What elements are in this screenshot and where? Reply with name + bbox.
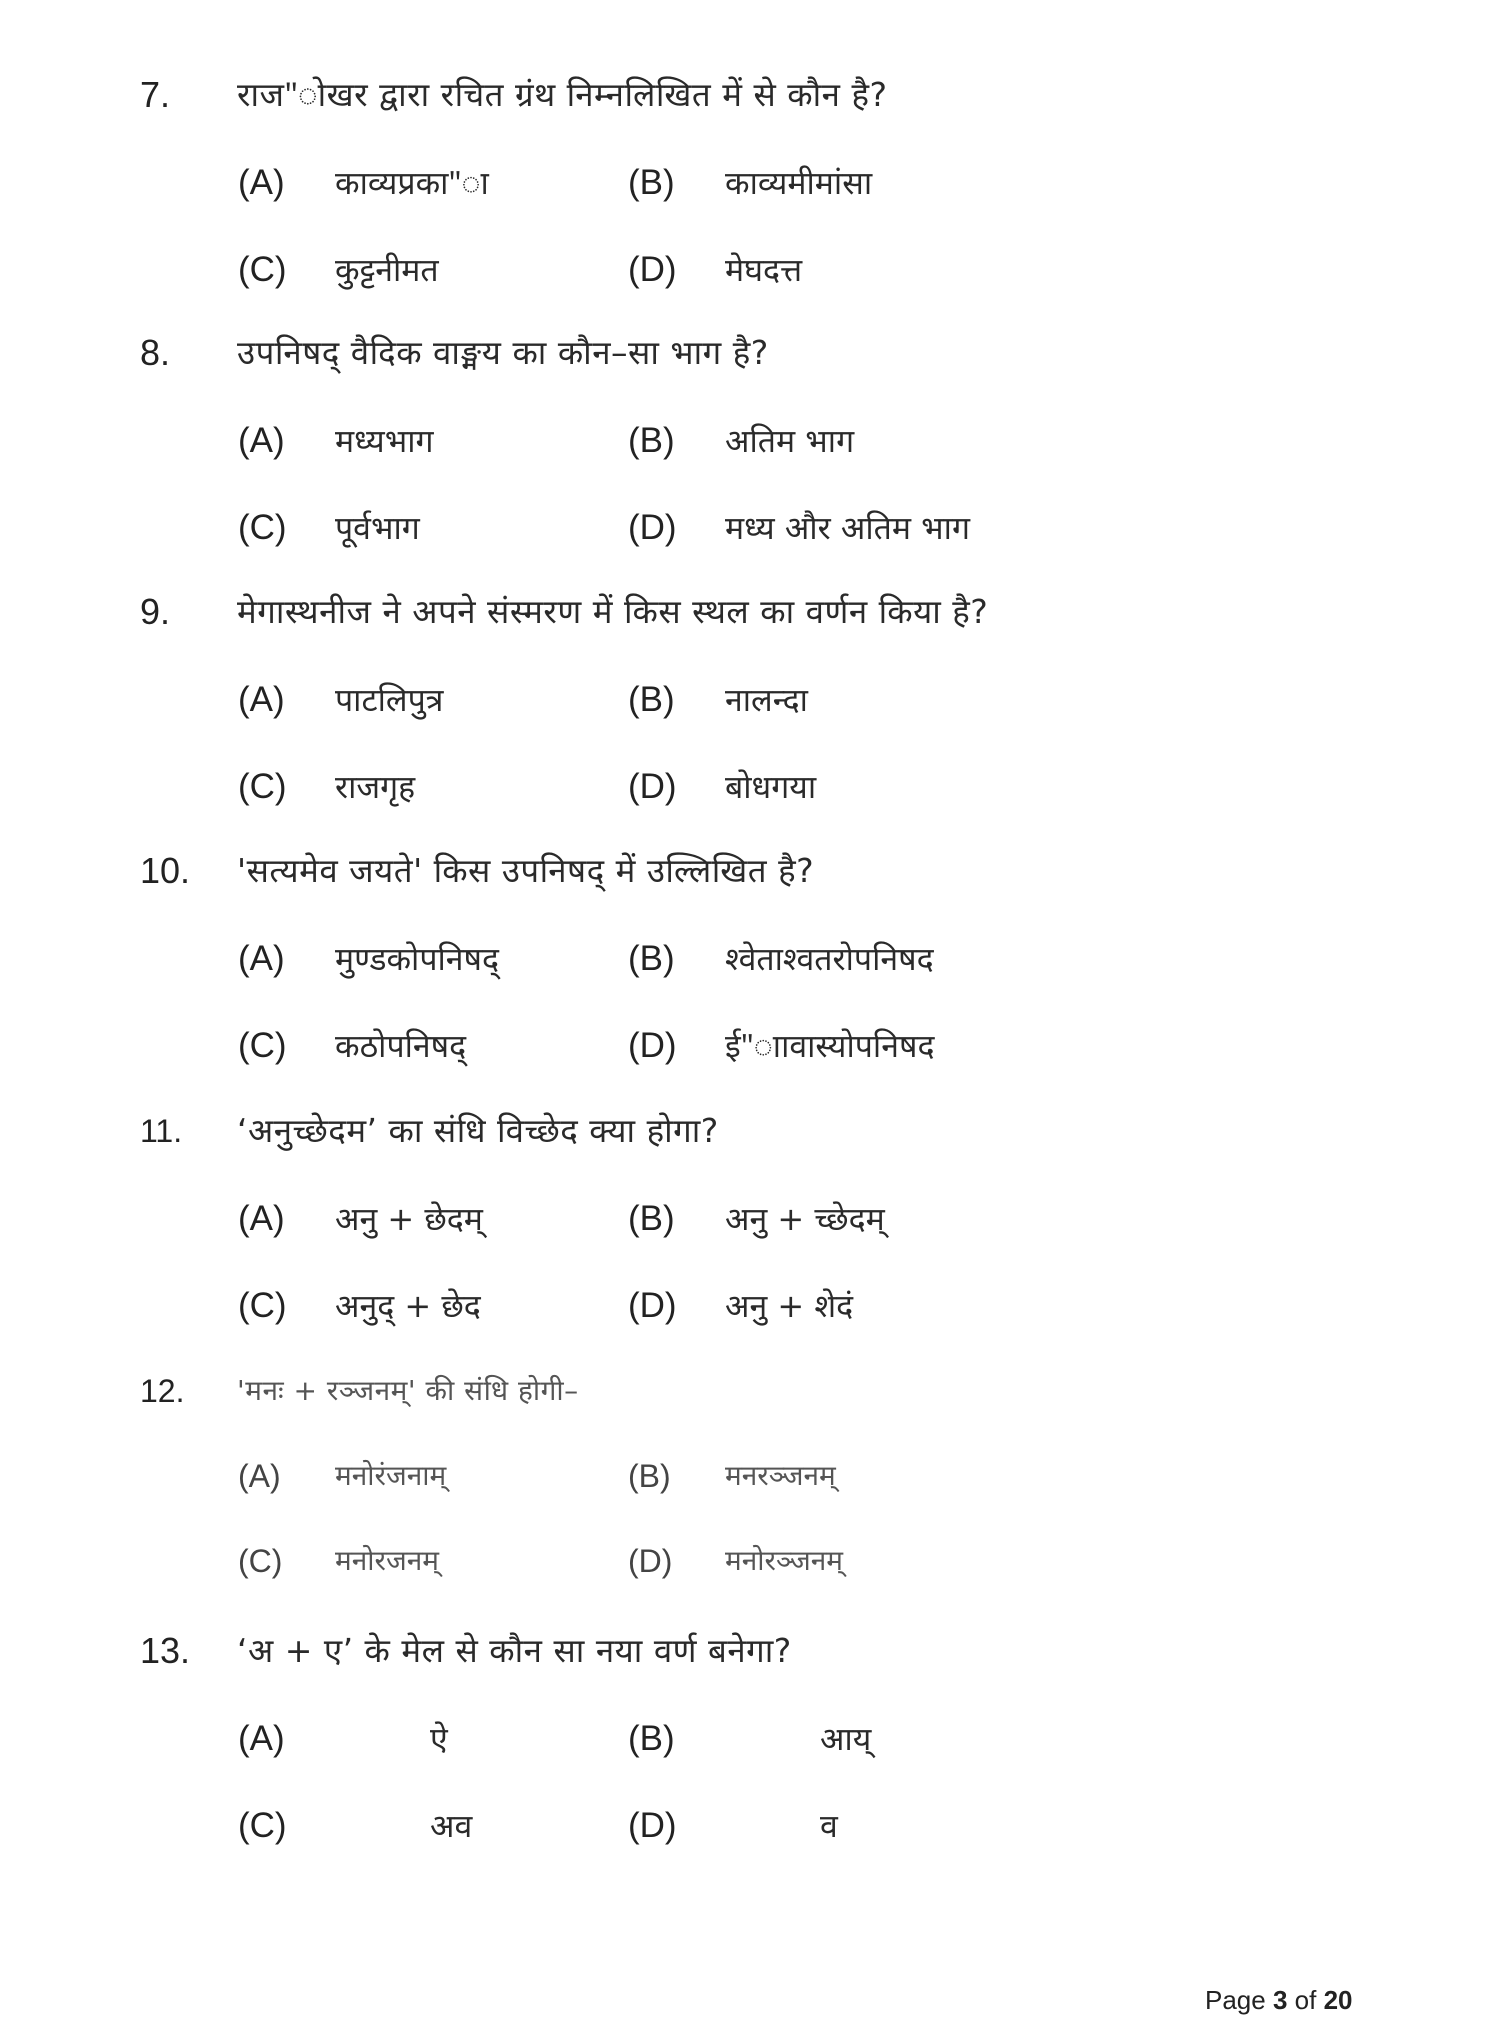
option-text: ऐ bbox=[430, 1720, 448, 1758]
option-text: अतिम भाग bbox=[725, 422, 855, 460]
question-row bbox=[0, 1106, 1505, 1156]
options-row-cd bbox=[0, 762, 1505, 812]
option-label: (C) bbox=[238, 767, 287, 806]
option-text: अनुद् + छेद bbox=[335, 1287, 481, 1325]
question-row bbox=[0, 1626, 1505, 1676]
option-text: मनरञ्जनम् bbox=[725, 1459, 836, 1492]
option-text: ई"ाावास्योपनिषद bbox=[725, 1027, 935, 1065]
options-row-cd bbox=[0, 1801, 1505, 1851]
option-text: नालन्दा bbox=[725, 681, 808, 719]
question-9 bbox=[0, 587, 1505, 845]
question-13 bbox=[0, 1626, 1505, 1884]
option-text: मनोरजनम् bbox=[335, 1544, 440, 1577]
option-text: मनोरञ्जनम् bbox=[725, 1544, 844, 1577]
options-row-ab bbox=[0, 1194, 1505, 1244]
question-text: ‘अनुच्छेदम’ का संधि विच्छेद क्या होगा? bbox=[237, 1111, 719, 1150]
question-number: 11. bbox=[140, 1113, 183, 1149]
option-label: (D) bbox=[628, 250, 677, 289]
question-number: 8. bbox=[140, 332, 171, 373]
option-label: (B) bbox=[628, 939, 675, 978]
option-label: (D) bbox=[628, 1543, 673, 1579]
question-text: 'मनः + रञ्जनम्' की संधि होगी– bbox=[237, 1374, 579, 1407]
option-label: (C) bbox=[238, 1286, 287, 1325]
option-label: (A) bbox=[238, 1199, 285, 1238]
options-row-ab bbox=[0, 416, 1505, 466]
option-text: मनोरंजनाम् bbox=[335, 1459, 447, 1492]
option-text: श्वेताश्वतरोपनिषद bbox=[725, 940, 934, 978]
option-text: मध्य और अतिम भाग bbox=[725, 509, 970, 547]
page-prefix: Page bbox=[1205, 1985, 1273, 2015]
question-text: 'सत्यमेव जयते' किस उपनिषद् में उल्लिखित है? bbox=[237, 851, 815, 890]
option-text: अनु + छेदम् bbox=[335, 1200, 483, 1238]
question-text: उपनिषद् वैदिक वाङ्मय का कौन–सा भाग है? bbox=[237, 333, 769, 372]
option-label: (B) bbox=[628, 163, 675, 202]
question-text: ‘अ + ए’ के मेल से कौन सा नया वर्ण बनेगा? bbox=[237, 1631, 792, 1670]
question-11 bbox=[0, 1106, 1505, 1364]
option-text: कठोपनिषद् bbox=[335, 1027, 467, 1065]
question-number: 7. bbox=[140, 74, 171, 115]
option-text: पाटलिपुत्र bbox=[335, 681, 444, 719]
options-row-ab bbox=[0, 158, 1505, 208]
option-label: (A) bbox=[238, 1719, 285, 1758]
option-label: (B) bbox=[628, 421, 675, 460]
question-row bbox=[0, 587, 1505, 637]
option-label: (A) bbox=[238, 680, 285, 719]
question-row bbox=[0, 846, 1505, 896]
option-text: काव्यमीमांसा bbox=[725, 164, 873, 202]
options-row-cd bbox=[0, 1536, 1505, 1586]
question-text: राज"ोखर द्वारा रचित ग्रंथ निम्नलिखित में से कौन है? bbox=[237, 75, 888, 114]
option-label: (C) bbox=[238, 508, 287, 547]
options-row-ab bbox=[0, 1714, 1505, 1764]
option-label: (B) bbox=[628, 1719, 675, 1758]
options-row-ab bbox=[0, 675, 1505, 725]
question-row bbox=[0, 70, 1505, 120]
option-text: काव्यप्रका"ा bbox=[335, 164, 489, 202]
question-number: 10. bbox=[140, 850, 191, 891]
option-label: (D) bbox=[628, 1806, 677, 1845]
option-text: व bbox=[820, 1807, 838, 1845]
current-page: 3 bbox=[1272, 1985, 1288, 2015]
options-row-ab bbox=[0, 934, 1505, 984]
options-row-cd bbox=[0, 245, 1505, 295]
question-number: 13. bbox=[140, 1630, 191, 1671]
option-label: (B) bbox=[628, 1199, 675, 1238]
option-text: अनु + च्छेदम् bbox=[725, 1200, 885, 1238]
options-row-cd bbox=[0, 1281, 1505, 1331]
option-label: (B) bbox=[628, 680, 675, 719]
total-pages: 20 bbox=[1323, 1985, 1353, 2015]
option-text: राजगृह bbox=[335, 768, 416, 806]
option-label: (A) bbox=[238, 1458, 281, 1494]
option-label: (A) bbox=[238, 939, 285, 978]
question-12 bbox=[0, 1366, 1505, 1624]
question-row bbox=[0, 328, 1505, 378]
option-text: कुट्टनीमत bbox=[335, 251, 439, 289]
question-7 bbox=[0, 70, 1505, 328]
option-label: (C) bbox=[238, 1026, 287, 1065]
options-row-cd bbox=[0, 1021, 1505, 1071]
option-text: मेघदत्त bbox=[725, 251, 803, 289]
option-label: (C) bbox=[238, 250, 287, 289]
page-number-footer bbox=[1205, 1983, 1352, 2017]
option-label: (C) bbox=[238, 1806, 287, 1845]
option-text: अनु + शेदं bbox=[725, 1287, 854, 1325]
option-text: बोधगया bbox=[725, 768, 817, 806]
option-text: पूर्वभाग bbox=[335, 509, 420, 547]
question-row bbox=[0, 1366, 1505, 1416]
option-label: (D) bbox=[628, 1286, 677, 1325]
options-row-cd bbox=[0, 503, 1505, 553]
option-text: मुण्डकोपनिषद् bbox=[335, 940, 500, 978]
question-number: 12. bbox=[140, 1373, 185, 1409]
question-10 bbox=[0, 846, 1505, 1104]
question-8 bbox=[0, 328, 1505, 586]
question-text: मेगास्थनीज ने अपने संस्मरण में किस स्थल का वर्णन किया है? bbox=[237, 592, 989, 631]
option-label: (A) bbox=[238, 421, 285, 460]
options-row-ab bbox=[0, 1451, 1505, 1501]
option-label: (A) bbox=[238, 163, 285, 202]
option-text: मध्यभाग bbox=[335, 422, 434, 460]
option-label: (D) bbox=[628, 1026, 677, 1065]
question-number: 9. bbox=[140, 591, 171, 632]
option-label: (D) bbox=[628, 508, 677, 547]
option-text: अव bbox=[430, 1807, 473, 1845]
option-label: (C) bbox=[238, 1543, 283, 1579]
option-text: आय् bbox=[820, 1720, 872, 1758]
option-label: (B) bbox=[628, 1458, 671, 1494]
page-of: of bbox=[1287, 1985, 1324, 2015]
option-label: (D) bbox=[628, 767, 677, 806]
